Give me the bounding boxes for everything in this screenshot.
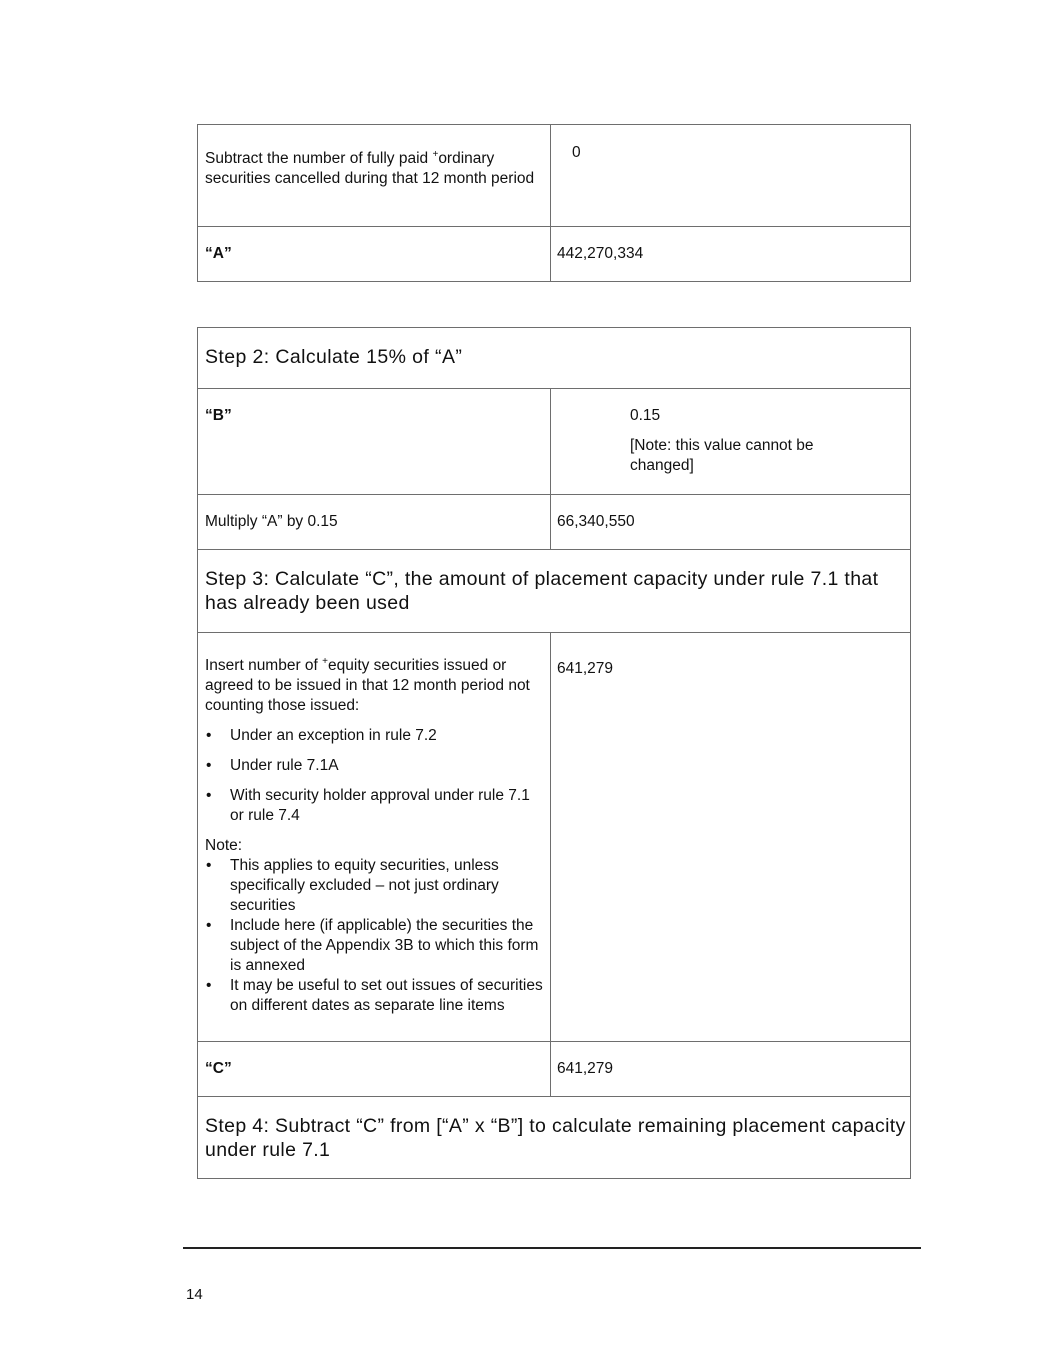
multiply-label-cell — [198, 495, 551, 549]
a-value: 442,270,334 — [557, 245, 644, 262]
multiply-value: 66,340,550 — [557, 513, 635, 530]
subtract-cancelled-value-cell[interactable] — [551, 125, 910, 226]
c-row — [198, 1041, 910, 1096]
a-value-cell[interactable] — [551, 227, 910, 281]
placement-capacity-table — [197, 327, 911, 1179]
multiply-label: Multiply “A” by 0.15 — [205, 513, 338, 530]
step3-heading-row — [198, 549, 910, 632]
c-label: “C” — [205, 1060, 232, 1077]
b-label-cell — [198, 389, 551, 494]
c-value: 641,279 — [557, 1060, 614, 1077]
b-value-cell — [551, 389, 910, 494]
list-item: • This applies to equity securities, unless specifically excluded – not just ordinary securities — [205, 856, 545, 916]
step2-heading: Step 2: Calculate 15% of “A” — [205, 346, 463, 368]
insert-equity-label: Insert number of +equity securities issued or agreed to be issued in that 12 month period not counting those issued: — [205, 656, 530, 714]
list-item: • With security holder approval under rule 7.1 or rule 7.4 — [205, 786, 545, 826]
multiply-row — [198, 494, 910, 549]
insert-equity-value-cell[interactable] — [551, 633, 910, 1041]
insert-equity-row — [198, 632, 910, 1041]
b-label: “B” — [205, 407, 232, 424]
insert-exclusions-list — [205, 726, 545, 826]
multiply-value-cell[interactable] — [551, 495, 910, 549]
b-value: 0.15 — [630, 407, 661, 424]
step1-continuation-table — [197, 124, 911, 282]
a-label: “A” — [205, 245, 232, 262]
a-label-cell — [198, 227, 551, 281]
a-row — [198, 226, 910, 281]
insert-equity-value: 641,279 — [557, 660, 614, 677]
footer-divider — [183, 1247, 921, 1249]
list-item: • Under an exception in rule 7.2 — [205, 726, 545, 746]
step4-heading-row — [198, 1096, 910, 1178]
step3-heading: Step 3: Calculate “C”, the amount of placement capacity under rule 7.1 that has already been used — [205, 568, 879, 614]
list-item: • Include here (if applicable) the securities the subject of the Appendix 3B to which this form is annexed — [205, 916, 545, 976]
subtract-cancelled-row — [198, 125, 910, 226]
insert-equity-label-cell — [198, 633, 551, 1041]
c-value-cell[interactable] — [551, 1042, 910, 1096]
page-number: 14 — [186, 1286, 203, 1303]
b-note: [Note: this value cannot be changed] — [630, 437, 814, 474]
list-item: • Under rule 7.1A — [205, 756, 545, 776]
b-row — [198, 388, 910, 494]
note-list — [205, 856, 545, 1016]
insert-equity-label-block — [205, 656, 545, 1016]
list-item: • It may be useful to set out issues of securities on different dates as separate line items — [205, 976, 545, 1016]
step2-heading-row — [198, 328, 910, 388]
subtract-cancelled-label: Subtract the number of fully paid +ordinary securities cancelled during that 12 month period — [205, 149, 535, 187]
step4-heading: Step 4: Subtract “C” from [“A” x “B”] to calculate remaining placement capacity under rule 7.1 — [205, 1115, 906, 1161]
subtract-cancelled-value: 0 — [572, 144, 581, 161]
c-label-cell — [198, 1042, 551, 1096]
subtract-cancelled-label-cell — [198, 125, 551, 226]
note-label: Note: — [205, 837, 243, 854]
